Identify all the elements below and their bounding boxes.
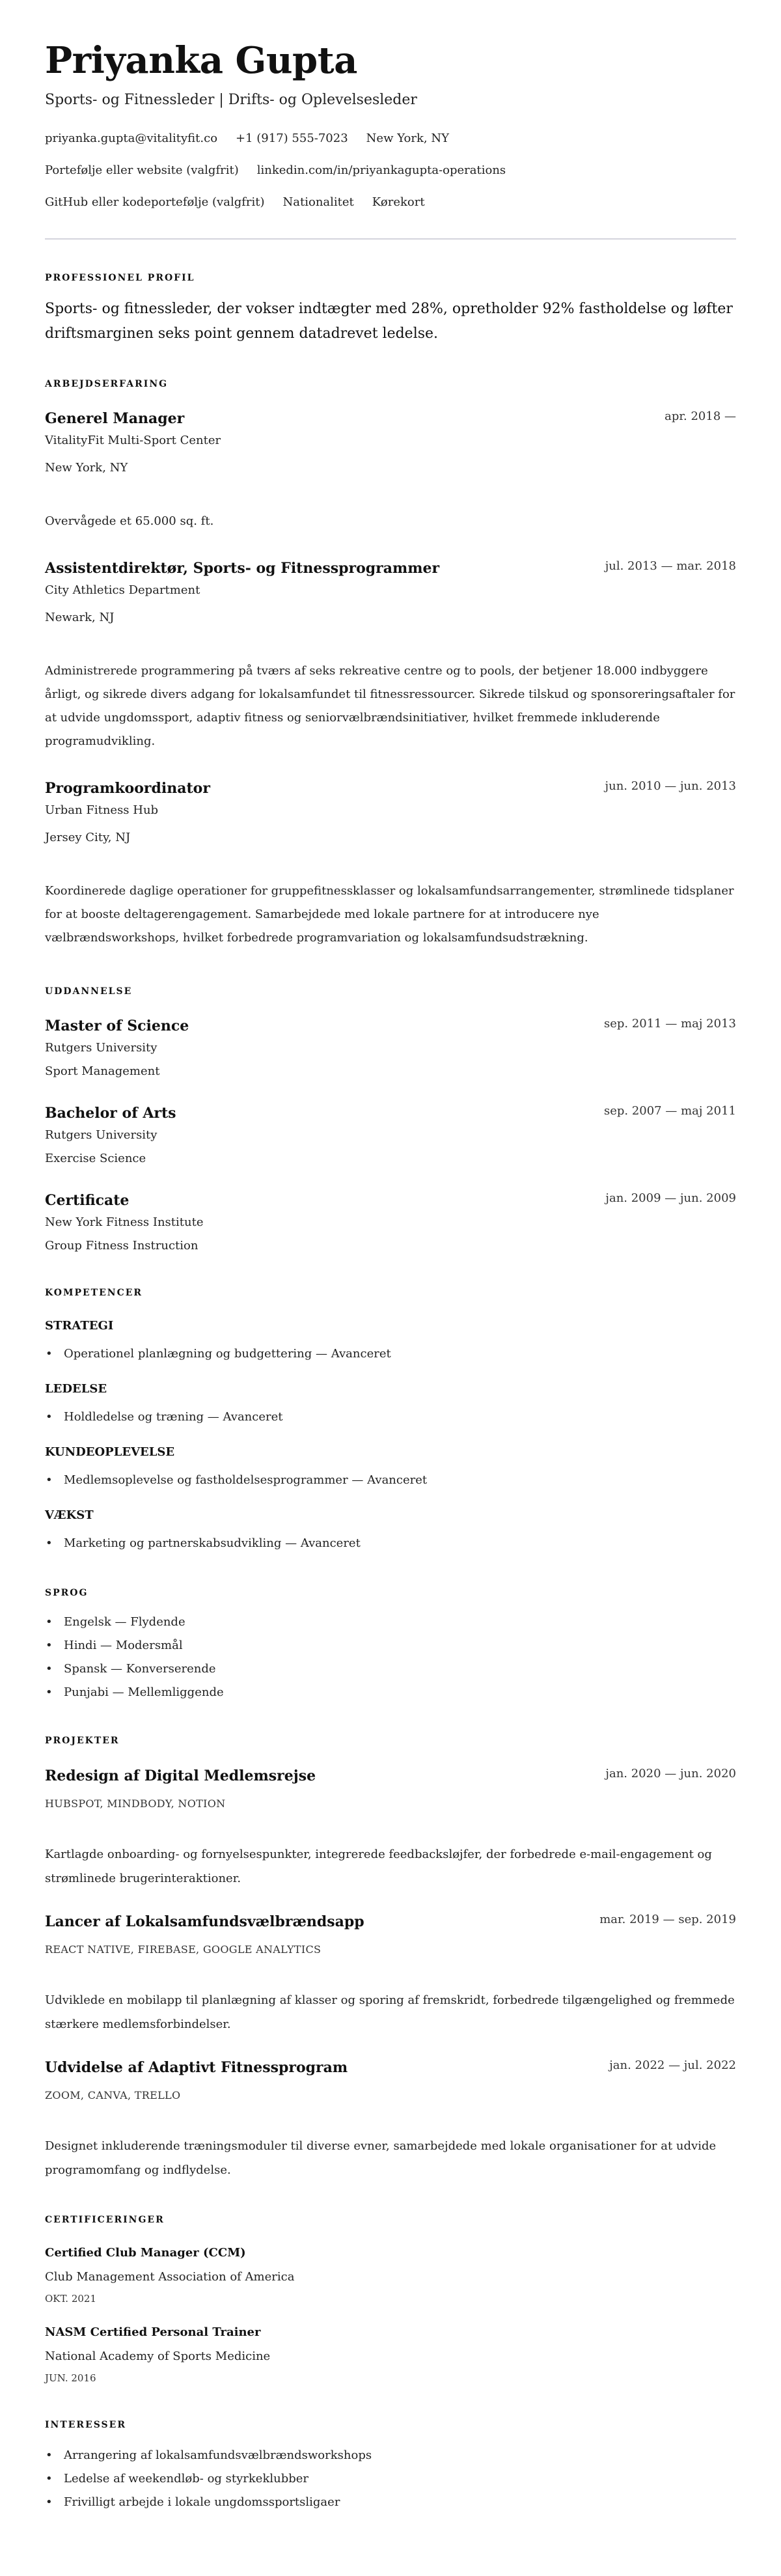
project-description: Udviklede en mobilapp til planlægning af klasser og sporing af fremskridt, forbedrede tilgængelighed og fremmede stærkere medlemsforbindelser. — [45, 1993, 735, 2031]
field-of-study: Exercise Science — [45, 1152, 146, 1165]
project-title: Redesign af Digital Medlemsrejse — [45, 1767, 316, 1784]
entry-header — [45, 559, 736, 578]
education-dates: sep. 2007 — maj 2011 — [603, 1104, 736, 1118]
profile-summary: Sports- og fitnessleder, der vokser indtægter med 28%, opretholder 92% fastholdelse og løfter driftsmarginen seks point gennem datadrevet ledelse. — [45, 301, 733, 342]
contact-item: +1 (917) 555-7023 — [236, 132, 348, 145]
experience-entry — [45, 409, 736, 533]
certification-issuer: Club Management Association of America — [45, 2270, 295, 2284]
field-of-study: Group Fitness Instruction — [45, 1239, 199, 1253]
education-dates: jan. 2009 — jun. 2009 — [605, 1191, 736, 1205]
language-item: • Spansk — Konverserende — [45, 1657, 736, 1681]
skill-item: • Marketing og partnerskabsudvikling — Avanceret — [45, 1532, 736, 1555]
education-dates: sep. 2011 — maj 2013 — [603, 1017, 736, 1031]
certification-date: JUN. 2016 — [45, 2372, 96, 2384]
contact-item: GitHub eller kodeportefølje (valgfrit) — [45, 195, 265, 209]
section-heading: PROFESSIONEL PROFIL — [45, 273, 195, 283]
skill-category-name: VÆKST — [45, 1508, 94, 1522]
entry-header — [45, 1912, 736, 1932]
candidate-headline: Sports- og Fitnessleder | Drifts- og Oplevelsesleder — [45, 92, 417, 108]
skill-category — [45, 1508, 736, 1555]
skill-category — [45, 1381, 736, 1429]
skills-section — [45, 1286, 736, 1555]
job-dates: jul. 2013 — mar. 2018 — [605, 559, 736, 573]
profile-section — [45, 271, 736, 346]
entry-header — [45, 1766, 736, 1786]
certification-issuer: National Academy of Sports Medicine — [45, 2349, 271, 2363]
header-divider — [45, 238, 736, 240]
contact-info — [45, 131, 736, 210]
certification-title: Certified Club Manager (CCM) — [45, 2246, 246, 2260]
candidate-name: Priyanka Gupta — [45, 39, 357, 82]
contact-row — [45, 195, 736, 210]
entry-header — [45, 779, 736, 798]
contact-row — [45, 131, 736, 146]
contact-item: Nationalitet — [282, 195, 354, 209]
certification-entry — [45, 2245, 736, 2306]
job-description: Administrerede programmering på tværs af seks rekreative centre og to pools, der betjener 18.000 indbyggere årligt, og sikrede divers adgang for lokalsamfundet til fitnessressourcer. Sikrede tilskud og sponsoreringsaftaler for at udvide ungdomssport, adaptiv fitness og seniorvælbrændsinitiativer, hvilket fremmede inkluderende programudvikling. — [45, 664, 735, 748]
interest-item: • Arrangering af lokalsamfundsvælbrændsworkshops — [45, 2444, 736, 2467]
interest-list — [45, 2444, 736, 2514]
job-description: Koordinerede daglige operationer for gruppefitnessklasser og lokalsamfundsarrangementer, strømlinede tidsplaner for at booste deltagerengagement. Samarbejdede med lokale partnere for at introducere nye vælbrændsworkshops, hvilket forbedrede programvariation og lokalsamfundsudstrækning. — [45, 884, 734, 945]
project-entry — [45, 1766, 736, 1890]
skill-list — [45, 1342, 736, 1366]
experience-entry — [45, 559, 736, 753]
project-title: Lancer af Lokalsamfundsvælbrændsapp — [45, 1913, 364, 1930]
language-item: • Punjabi — Mellemliggende — [45, 1681, 736, 1704]
project-title: Udvidelse af Adaptivt Fitnessprogram — [45, 2059, 348, 2076]
job-location: Newark, NJ — [45, 611, 115, 624]
section-heading: ARBEJDSERFARING — [45, 379, 169, 389]
education-entry — [45, 1016, 736, 1083]
job-title: Programkoordinator — [45, 780, 210, 797]
section-heading: UDDANNELSE — [45, 986, 133, 997]
skill-list — [45, 1406, 736, 1429]
project-description: Kartlagde onboarding- og fornyelsespunkter, integrerede feedbacksløjfer, der forbedrede e-mail-engagement og strømlinede brugerinteraktioner. — [45, 1848, 712, 1885]
school-name: New York Fitness Institute — [45, 1215, 204, 1229]
project-entry — [45, 1912, 736, 2036]
projects-section — [45, 1734, 736, 2182]
project-tech-stack: HUBSPOT, MINDBODY, NOTION — [45, 1797, 226, 1810]
school-name: Rutgers University — [45, 1128, 158, 1142]
experience-entry — [45, 779, 736, 950]
certifications-section — [45, 2213, 736, 2385]
skill-category — [45, 1445, 736, 1492]
degree-title: Bachelor of Arts — [45, 1105, 176, 1122]
section-heading: PROJEKTER — [45, 1736, 120, 1746]
entry-header — [45, 2058, 736, 2077]
contact-item: Portefølje eller website (valgfrit) — [45, 163, 239, 177]
section-heading: SPROG — [45, 1588, 89, 1598]
skill-category — [45, 1318, 736, 1366]
contact-item: Kørekort — [372, 195, 425, 209]
skill-category-name: STRATEGI — [45, 1319, 114, 1333]
contact-row — [45, 163, 736, 178]
field-of-study: Sport Management — [45, 1064, 160, 1078]
interest-item: • Frivilligt arbejde i lokale ungdomssportsligaer — [45, 2491, 736, 2514]
company-name: City Athletics Department — [45, 583, 200, 597]
entry-header — [45, 1191, 736, 1210]
degree-title: Master of Science — [45, 1018, 189, 1034]
skill-category-name: LEDELSE — [45, 1382, 107, 1396]
resume-header — [45, 39, 736, 210]
language-item: • Engelsk — Flydende — [45, 1611, 736, 1634]
language-list — [45, 1611, 736, 1704]
section-heading: CERTIFICERINGER — [45, 2215, 165, 2225]
job-dates: apr. 2018 — — [665, 409, 736, 423]
contact-item: priyanka.gupta@vitalityfit.co — [45, 132, 218, 145]
languages-section — [45, 1586, 736, 1704]
skill-category-name: KUNDEOPLEVELSE — [45, 1445, 175, 1459]
entry-header — [45, 1016, 736, 1036]
job-location: New York, NY — [45, 461, 128, 475]
job-dates: jun. 2010 — jun. 2013 — [605, 779, 736, 793]
project-dates: jan. 2022 — jul. 2022 — [609, 2058, 736, 2072]
skill-item: • Medlemsoplevelse og fastholdelsesprogrammer — Avanceret — [45, 1469, 736, 1492]
degree-title: Certificate — [45, 1192, 130, 1209]
company-name: Urban Fitness Hub — [45, 803, 159, 817]
contact-item: linkedin.com/in/priyankagupta-operations — [256, 163, 506, 177]
job-title: Generel Manager — [45, 410, 185, 427]
project-dates: jan. 2020 — jun. 2020 — [605, 1767, 736, 1780]
job-title: Assistentdirektør, Sports- og Fitnessprogrammer — [45, 560, 440, 577]
section-heading: INTERESSER — [45, 2420, 126, 2430]
school-name: Rutgers University — [45, 1041, 158, 1055]
skill-item: • Holdledelse og træning — Avanceret — [45, 1406, 736, 1429]
entry-header — [45, 1103, 736, 1123]
language-item: • Hindi — Modersmål — [45, 1634, 736, 1657]
certification-title: NASM Certified Personal Trainer — [45, 2325, 261, 2339]
skill-list — [45, 1469, 736, 1492]
education-section — [45, 985, 736, 1257]
project-dates: mar. 2019 — sep. 2019 — [599, 1913, 736, 1926]
interests-section — [45, 2418, 736, 2514]
experience-section — [45, 378, 736, 950]
section-heading: KOMPETENCER — [45, 1288, 143, 1298]
project-entry — [45, 2058, 736, 2182]
job-location: Jersey City, NJ — [45, 831, 131, 844]
company-name: VitalityFit Multi-Sport Center — [45, 434, 221, 447]
project-description: Designet inkluderende træningsmoduler til diverse evner, samarbejdede med lokale organisationer for at udvide programomfang og indflydelse. — [45, 2139, 717, 2177]
interest-item: • Ledelse af weekendløb- og styrkeklubber — [45, 2467, 736, 2491]
project-tech-stack: ZOOM, CANVA, TRELLO — [45, 2089, 181, 2101]
certification-date: OKT. 2021 — [45, 2293, 97, 2305]
entry-header — [45, 409, 736, 428]
education-entry — [45, 1191, 736, 1257]
education-entry — [45, 1103, 736, 1170]
certification-entry — [45, 2324, 736, 2385]
project-tech-stack: REACT NATIVE, FIREBASE, GOOGLE ANALYTICS — [45, 1943, 322, 1956]
skill-item: • Operationel planlægning og budgettering — Avanceret — [45, 1342, 736, 1366]
job-description: Overvågede et 65.000 sq. ft. — [45, 514, 214, 528]
contact-item: New York, NY — [366, 132, 449, 145]
skill-list — [45, 1532, 736, 1555]
